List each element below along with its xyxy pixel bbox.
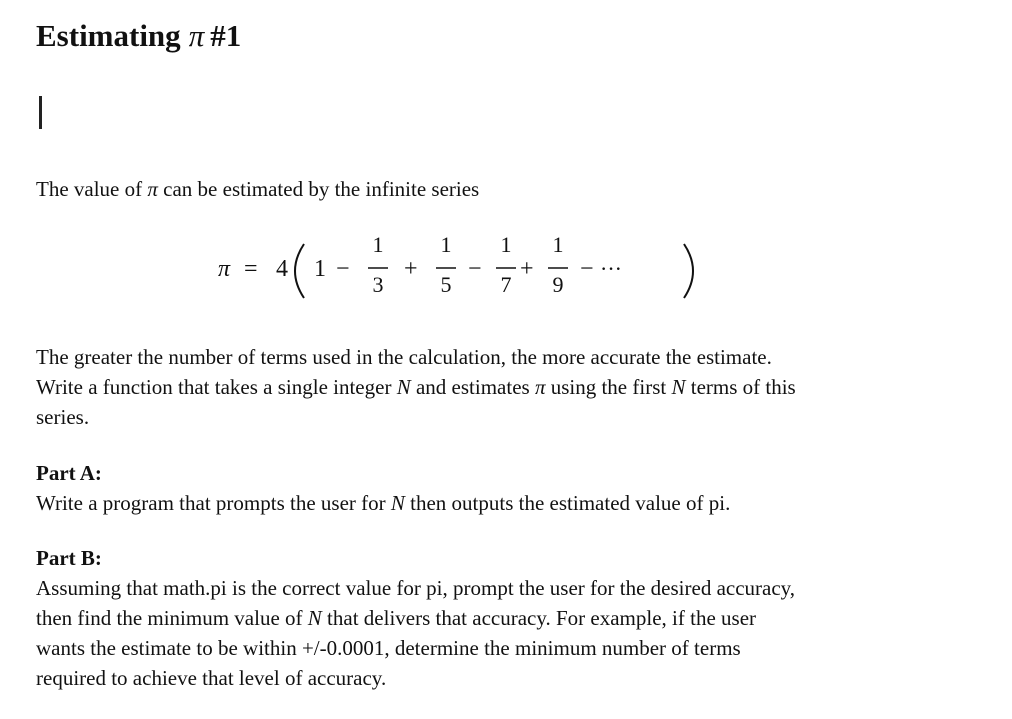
part-b-line-1: Assuming that math.pi is the correct value for pi, prompt the user for the desired accuracy, xyxy=(36,576,796,600)
term-4-numerator: 1 xyxy=(552,232,564,257)
tail-op: − xyxy=(580,256,594,282)
part-b-heading: Part B: xyxy=(36,546,102,570)
term-4-denominator: 9 xyxy=(552,272,564,297)
formula-factor: 4 xyxy=(276,256,288,282)
term-2-denominator: 5 xyxy=(440,272,452,297)
intro-paragraph xyxy=(36,174,479,204)
term-1-denominator: 3 xyxy=(372,272,384,297)
term-2-numerator: 1 xyxy=(440,232,452,257)
part-a-text xyxy=(36,488,730,518)
term-1-op: − xyxy=(336,256,350,282)
part-a-n-symbol: N xyxy=(390,491,405,515)
description-line-1: The greater the number of terms used in the calculation, the more accurate the estimate. xyxy=(36,345,772,369)
title-text: Estimating xyxy=(36,18,181,53)
series-formula xyxy=(218,226,738,306)
term-1-numerator: 1 xyxy=(372,232,384,257)
part-b-line-2 xyxy=(36,603,795,633)
title-number: #1 xyxy=(210,18,242,53)
part-b-n-symbol: N xyxy=(307,606,322,630)
formula-ellipsis: ··· xyxy=(600,256,622,281)
formula-lhs: π xyxy=(218,256,231,282)
desc-text-a: Write a function that takes a single integer xyxy=(36,375,397,399)
right-paren xyxy=(684,244,693,298)
part-b-line-3: wants the estimate to be within +/-0.0001, determine the minimum number of terms xyxy=(36,636,741,660)
term-3-numerator: 1 xyxy=(500,232,512,257)
desc-pi-symbol: π xyxy=(534,375,546,399)
desc-n-symbol-2: N xyxy=(671,375,686,399)
intro-pi-symbol: π xyxy=(147,177,158,201)
part-a-heading: Part A: xyxy=(36,461,102,485)
description-line-2 xyxy=(36,372,796,402)
page-title xyxy=(36,18,241,54)
term-3-op: − xyxy=(468,256,482,282)
desc-n-symbol: N xyxy=(396,375,411,399)
term-4-op: + xyxy=(520,256,534,282)
term-2-op: + xyxy=(404,256,418,282)
formula-first-term: 1 xyxy=(314,256,326,282)
part-a-text-a: Write a program that prompts the user for xyxy=(36,491,391,515)
intro-text-before: The value of xyxy=(36,177,148,201)
left-paren xyxy=(295,244,304,298)
part-a-text-b: then outputs the estimated value of pi. xyxy=(404,491,731,515)
description-paragraph xyxy=(36,342,796,432)
part-b-line-4: required to achieve that level of accuracy. xyxy=(36,666,387,690)
part-a-section xyxy=(36,458,730,518)
part-b-text-b: that delivers that accuracy. For example, if the user xyxy=(321,606,757,630)
part-b-section xyxy=(36,543,795,693)
title-pi-symbol: π xyxy=(188,18,205,53)
desc-text-b: and estimates xyxy=(410,375,535,399)
desc-text-d: terms of this xyxy=(685,375,796,399)
text-cursor[interactable] xyxy=(39,96,42,129)
part-b-text-a: then find the minimum value of xyxy=(36,606,308,630)
formula-equals: = xyxy=(244,256,258,282)
intro-text-after: can be estimated by the infinite series xyxy=(157,177,480,201)
description-line-3: series. xyxy=(36,405,90,429)
term-3-denominator: 7 xyxy=(500,272,512,297)
desc-text-c: using the first xyxy=(545,375,672,399)
